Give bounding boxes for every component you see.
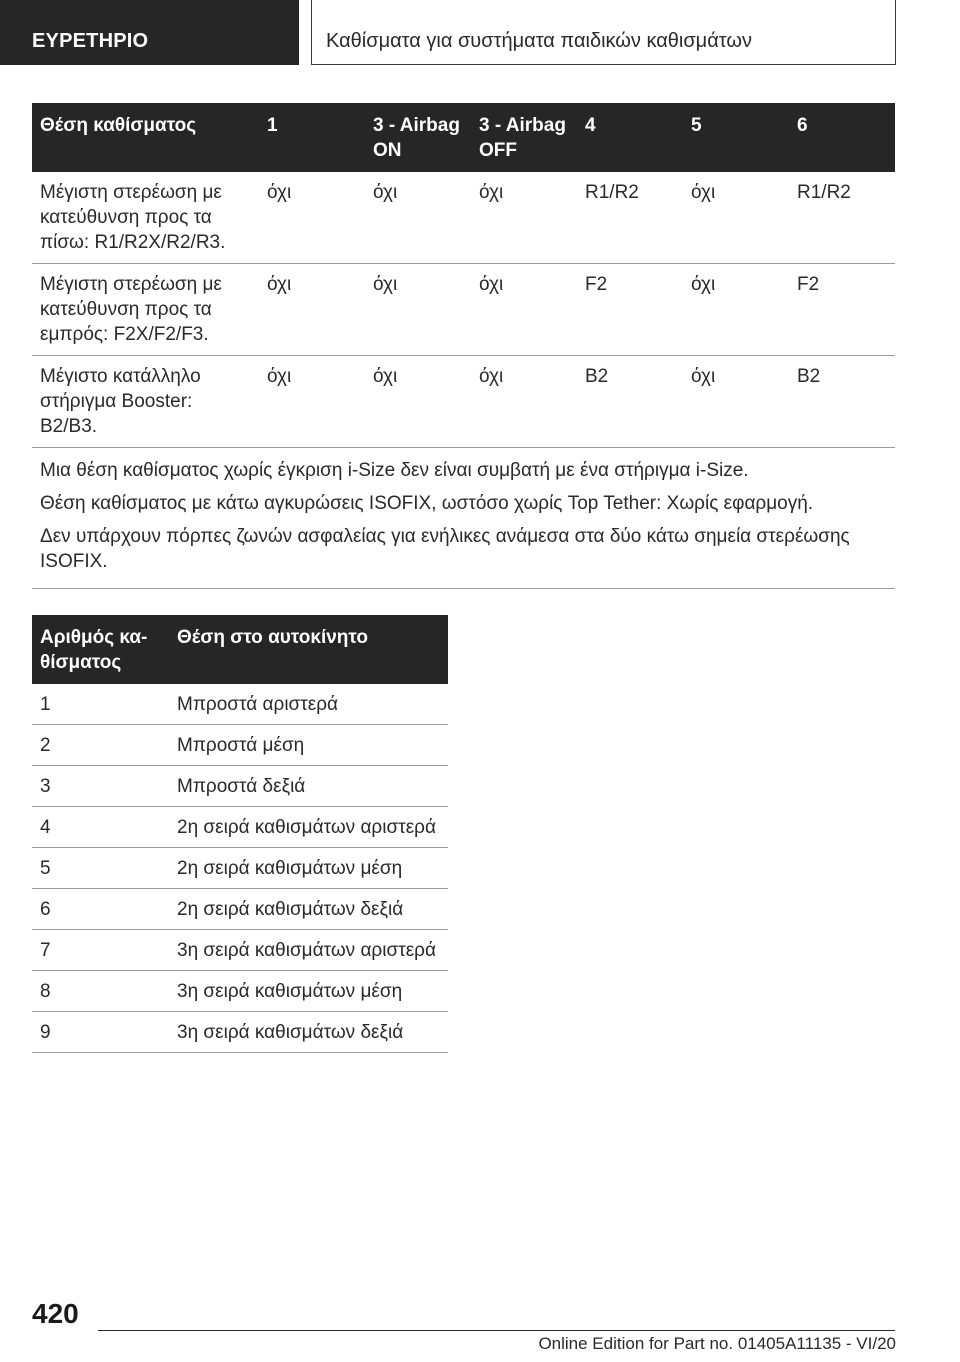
seat-number: 8 <box>32 971 169 1012</box>
table-row <box>32 172 895 264</box>
seat-location: 2η σειρά καθισμάτων δεξιά <box>169 889 448 930</box>
table-cell: όχι <box>365 356 471 448</box>
table-header-row <box>32 615 448 684</box>
table-cell: όχι <box>683 172 789 264</box>
table-cell: R1/R2 <box>789 172 895 264</box>
table-cell: όχι <box>365 264 471 356</box>
edition-info: Online Edition for Part no. 01405A11135 - VI/20 <box>534 1334 896 1354</box>
seat-location: 2η σειρά καθισμάτων αριστερά <box>169 807 448 848</box>
table-cell: όχι <box>259 264 365 356</box>
seat-location: Μπροστά αριστερά <box>169 684 448 725</box>
col-header-seat-4: 4 <box>577 103 683 172</box>
seat-location: 3η σειρά καθισμάτων δεξιά <box>169 1012 448 1053</box>
table-cell: όχι <box>683 264 789 356</box>
seat-location: 2η σειρά καθισμάτων μέση <box>169 848 448 889</box>
seat-number: 3 <box>32 766 169 807</box>
note-top-tether: Θέση καθίσματος με κάτω αγκυρώσεις ISOFIX, ωστόσο χωρίς Top Tether: Χωρίς εφαρμογή. <box>40 493 814 514</box>
seat-suitability-table <box>32 103 895 589</box>
table-cell: όχι <box>365 172 471 264</box>
note-isize: Μια θέση καθίσματος χωρίς έγκριση i-Size δεν είναι συμβατή με ένα στήριγμα i-Size. <box>40 460 749 481</box>
table-cell: R1/R2 <box>577 172 683 264</box>
table-row <box>32 889 448 930</box>
page-number: 420 <box>32 1298 79 1329</box>
note-belt-buckles: Δεν υπάρχουν πόρπες ζωνών ασφαλείας για ενήλικες ανάμεσα στα δύο κάτω σημεία στερέωσης ISOFIX. <box>40 526 850 572</box>
table-row <box>32 356 895 448</box>
table-cell: B2 <box>789 356 895 448</box>
table-cell: B2 <box>577 356 683 448</box>
seat-number: 4 <box>32 807 169 848</box>
table-row <box>32 264 895 356</box>
seat-location: 3η σειρά καθισμάτων μέση <box>169 971 448 1012</box>
table-cell: όχι <box>471 264 577 356</box>
section-title: Καθίσματα για συστήματα παιδικών καθισμάτων <box>311 0 896 65</box>
seat-number: 1 <box>32 684 169 725</box>
seat-location: 3η σειρά καθισμάτων αριστερά <box>169 930 448 971</box>
seat-number: 9 <box>32 1012 169 1053</box>
col-header-seat-6: 6 <box>789 103 895 172</box>
table-row <box>32 848 448 889</box>
seat-number-table <box>32 615 448 1053</box>
seat-number: 7 <box>32 930 169 971</box>
seat-number: 6 <box>32 889 169 930</box>
table-row <box>32 766 448 807</box>
index-tab[interactable]: ΕΥΡΕΤΗΡΙΟ <box>0 0 299 65</box>
seat-number: 2 <box>32 725 169 766</box>
col-header-seat-position: Θέση καθίσματος <box>32 103 259 172</box>
table-cell: όχι <box>471 356 577 448</box>
table-cell: Μέγιστο κατάλληλο στήριγμα Booster: B2/B3. <box>32 356 259 448</box>
table-cell: όχι <box>259 356 365 448</box>
col-header-position-in-car: Θέση στο αυτοκίνητο <box>169 615 448 684</box>
table-cell: F2 <box>577 264 683 356</box>
table-row <box>32 684 448 725</box>
table-cell: όχι <box>683 356 789 448</box>
col-header-seat-3-airbag-on: 3 - Airbag ON <box>365 103 471 172</box>
table-row <box>32 725 448 766</box>
table-header-row <box>32 103 895 172</box>
table-cell: F2 <box>789 264 895 356</box>
footer-divider <box>98 1330 895 1331</box>
notes-row <box>32 448 895 589</box>
page-header <box>0 0 960 66</box>
seat-location: Μπροστά μέση <box>169 725 448 766</box>
table-cell: Μέγιστη στερέωση με κατεύθυνση προς τα εμπρός: F2X/F2/F3. <box>32 264 259 356</box>
table-row <box>32 1012 448 1053</box>
table-cell: Μέγιστη στερέωση με κατεύθυνση προς τα πίσω: R1/R2X/R2/R3. <box>32 172 259 264</box>
seat-number: 5 <box>32 848 169 889</box>
col-header-seat-number: Αριθμός κα-θίσματος <box>32 615 169 684</box>
col-header-seat-1: 1 <box>259 103 365 172</box>
notes-cell <box>32 448 895 589</box>
table-row <box>32 930 448 971</box>
col-header-seat-3-airbag-off: 3 - Airbag OFF <box>471 103 577 172</box>
table-row <box>32 807 448 848</box>
table-cell: όχι <box>471 172 577 264</box>
col-header-seat-5: 5 <box>683 103 789 172</box>
seat-location: Μπροστά δεξιά <box>169 766 448 807</box>
table-cell: όχι <box>259 172 365 264</box>
table-row <box>32 971 448 1012</box>
